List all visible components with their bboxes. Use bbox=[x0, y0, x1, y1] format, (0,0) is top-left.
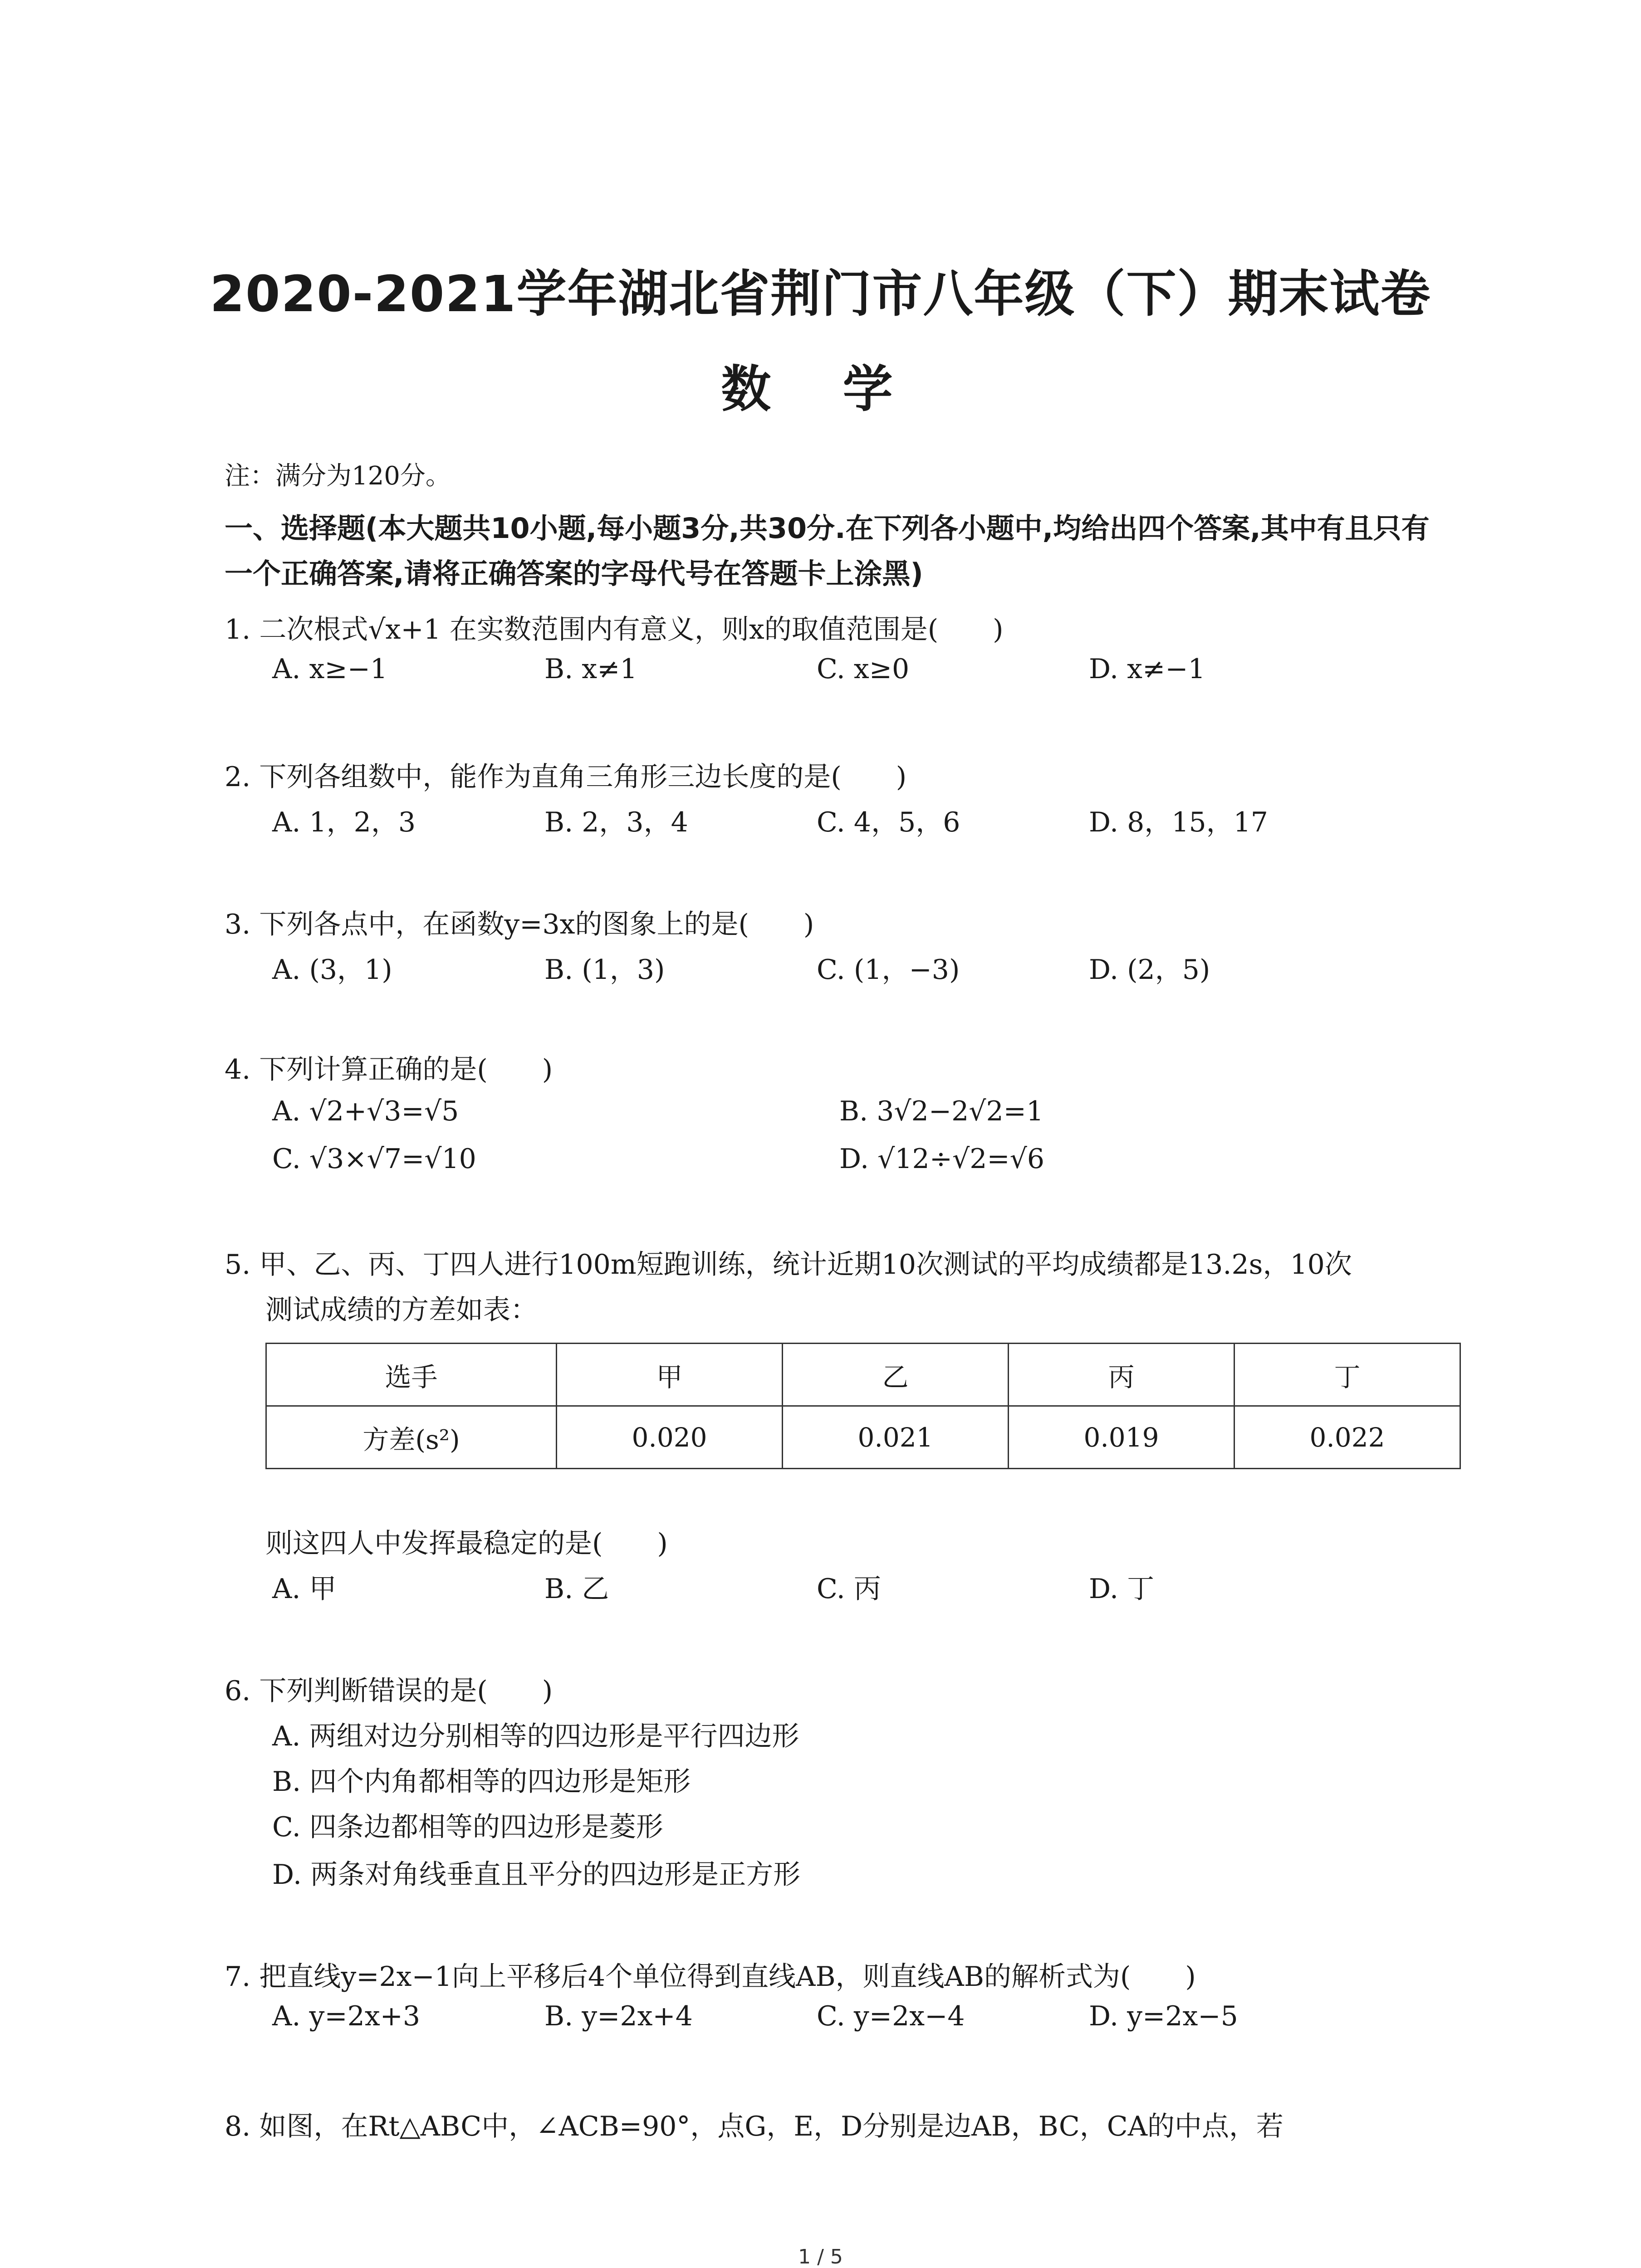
table-row bbox=[266, 1406, 1460, 1469]
question-8: 8. 如图，在Rt△ABC中，∠ACB=90°，点G，E，D分别是边AB，BC，CA的中点，若 bbox=[225, 2111, 1284, 2142]
option-a: A. y=2x+3 bbox=[272, 2000, 421, 2032]
subject-title: 数 学 bbox=[721, 360, 920, 418]
option-d: D. (2，5) bbox=[1089, 954, 1210, 986]
option-b: B. 四个内角都相等的四边形是矩形 bbox=[272, 1766, 691, 1798]
table-cell: 0.022 bbox=[1234, 1406, 1460, 1469]
question-7: 7. 把直线y=2x−1向上平移后4个单位得到直线AB，则直线AB的解析式为( ) bbox=[225, 1961, 1196, 1993]
table-cell: 0.019 bbox=[1009, 1406, 1234, 1469]
option-a: A. (3，1) bbox=[272, 954, 392, 986]
option-d: D. √12÷√2=√6 bbox=[839, 1143, 1045, 1175]
option-c: C. x≥0 bbox=[817, 653, 910, 685]
option-d: D. x≠−1 bbox=[1089, 653, 1205, 685]
variance-table bbox=[265, 1343, 1461, 1469]
option-a: A. x≥−1 bbox=[272, 653, 388, 685]
page-number: 1 / 5 bbox=[798, 2245, 843, 2268]
table-cell: 方差(s²) bbox=[266, 1406, 557, 1469]
table-cell: 甲 bbox=[557, 1344, 783, 1406]
option-c: C. √3×√7=√10 bbox=[272, 1143, 476, 1175]
section-heading: 一、选择题(本大题共10小题,每小题3分,共30分.在下列各小题中,均给出四个答案,其中有且只有一个正确答案,请将正确答案的字母代号在答题卡上涂黑) bbox=[225, 512, 1430, 590]
table-cell: 丁 bbox=[1234, 1344, 1460, 1406]
table-header-row bbox=[266, 1344, 1460, 1406]
score-note: 注：满分为120分。 bbox=[225, 461, 451, 491]
question-3: 3. 下列各点中，在函数y=3x的图象上的是( ) bbox=[225, 909, 814, 940]
option-b: B. y=2x+4 bbox=[544, 2000, 693, 2032]
table-cell: 乙 bbox=[783, 1344, 1009, 1406]
table-cell: 0.021 bbox=[783, 1406, 1009, 1469]
option-c: C. y=2x−4 bbox=[817, 2000, 965, 2032]
question-1: 1. 二次根式√x+1 在实数范围内有意义，则x的取值范围是( ) bbox=[225, 614, 1004, 645]
option-b: B. (1，3) bbox=[544, 954, 665, 986]
option-a: A. 1，2，3 bbox=[272, 807, 416, 838]
option-b: B. 3√2−2√2=1 bbox=[839, 1095, 1044, 1127]
table-cell: 选手 bbox=[266, 1344, 557, 1406]
option-c: C. 四条边都相等的四边形是菱形 bbox=[272, 1811, 663, 1843]
question-5: 5. 甲、乙、丙、丁四人进行100m短跑训练，统计近期10次测试的平均成绩都是13.2s，10次 bbox=[225, 1249, 1352, 1281]
table-cell: 丙 bbox=[1009, 1344, 1234, 1406]
option-b: B. x≠1 bbox=[544, 653, 637, 685]
question-5-continued: 测试成绩的方差如表： bbox=[265, 1294, 538, 1326]
option-c: C. 4，5，6 bbox=[817, 807, 960, 838]
question-4: 4. 下列计算正确的是( ) bbox=[225, 1054, 553, 1085]
option-d: D. y=2x−5 bbox=[1089, 2000, 1238, 2032]
question-2: 2. 下列各组数中，能作为直角三角形三边长度的是( ) bbox=[225, 761, 907, 793]
table-cell: 0.020 bbox=[557, 1406, 783, 1469]
option-b: B. 乙 bbox=[544, 1573, 609, 1605]
option-d: D. 8，15，17 bbox=[1089, 807, 1268, 838]
option-b: B. 2，3，4 bbox=[544, 807, 688, 838]
option-a: A. √2+√3=√5 bbox=[272, 1095, 459, 1127]
option-c: C. (1，−3) bbox=[817, 954, 960, 986]
option-d: D. 两条对角线垂直且平分的四边形是正方形 bbox=[272, 1859, 801, 1891]
option-d: D. 丁 bbox=[1089, 1573, 1155, 1605]
option-c: C. 丙 bbox=[817, 1573, 881, 1605]
question-6: 6. 下列判断错误的是( ) bbox=[225, 1675, 553, 1707]
question-5-prompt: 则这四人中发挥最稳定的是( ) bbox=[265, 1528, 668, 1559]
exam-title: 2020-2021学年湖北省荆门市八年级（下）期末试卷 bbox=[210, 265, 1431, 323]
option-a: A. 两组对边分别相等的四边形是平行四边形 bbox=[272, 1721, 799, 1752]
option-a: A. 甲 bbox=[272, 1573, 337, 1605]
